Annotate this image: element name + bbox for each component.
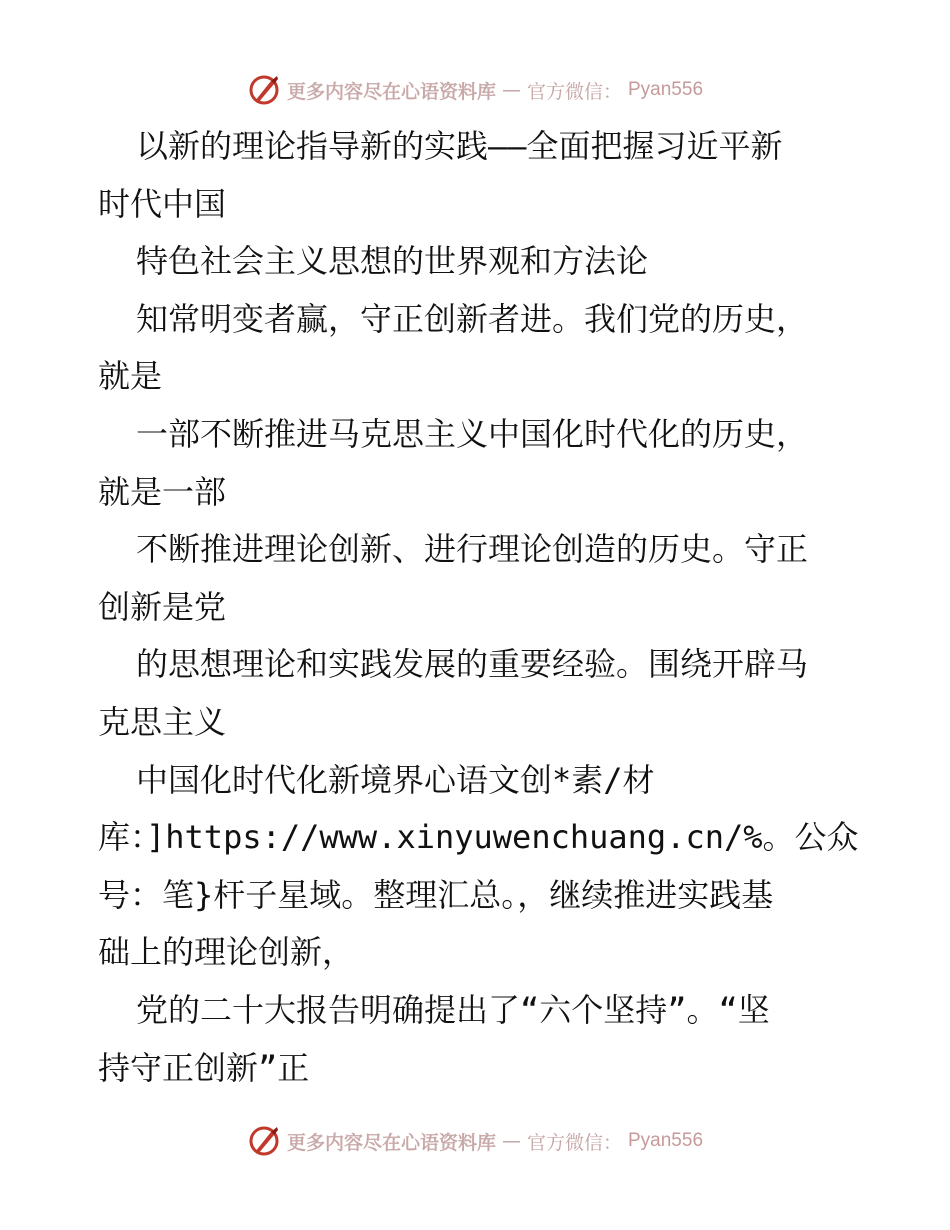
quill-pen-logo-icon	[247, 1124, 281, 1158]
text-line: 就是	[98, 357, 163, 396]
watermark-dash: —	[501, 79, 521, 101]
text-line: 库：]https://www.xinyuwenchuang.cn/%。公众	[98, 818, 859, 857]
watermark-text: 更多内容尽在心语资料库	[286, 80, 496, 103]
text-line: 知常明变者赢，守正创新者进。我们党的历史，	[136, 299, 809, 338]
watermark-wechat-id: Pyan556	[628, 1130, 704, 1151]
text-line: 一部不断推进马克思主义中国化时代化的历史，	[136, 414, 809, 453]
text-line: 中国化时代化新境界心语文创*素/材	[136, 760, 655, 799]
text-line: 党的二十大报告明确提出了“六个坚持”。“坚	[136, 990, 770, 1029]
text-line: 的思想理论和实践发展的重要经验。围绕开辟马	[136, 645, 809, 684]
text-line: 特色社会主义思想的世界观和方法论	[136, 242, 649, 281]
text-line: 克思主义	[98, 702, 227, 741]
text-line: 持守正创新”正	[98, 1048, 310, 1087]
text-line: 不断推进理论创新、进行理论创造的历史。守正	[136, 530, 809, 569]
text-line: 以新的理论指导新的实践——全面把握习近平新	[136, 127, 783, 165]
quill-pen-logo-icon	[247, 73, 281, 107]
watermark-dash: —	[501, 1130, 521, 1152]
watermark-wechat-id: Pyan556	[628, 79, 704, 100]
text-line: 时代中国	[98, 184, 227, 223]
watermark-text: 更多内容尽在心语资料库	[286, 1131, 496, 1154]
watermark-wechat-label: 官方微信：	[526, 1131, 622, 1154]
header-watermark	[0, 70, 950, 110]
text-line: 创新是党	[98, 587, 227, 626]
watermark-wechat-label: 官方微信：	[526, 80, 622, 103]
text-line: 础上的理论创新，	[98, 933, 355, 972]
footer-watermark	[0, 1121, 950, 1161]
text-line: 就是一部	[98, 472, 227, 511]
document-body	[98, 118, 858, 1097]
text-line: 号：笔}杆子星域。整理汇总。，继续推进实践基	[98, 875, 774, 914]
